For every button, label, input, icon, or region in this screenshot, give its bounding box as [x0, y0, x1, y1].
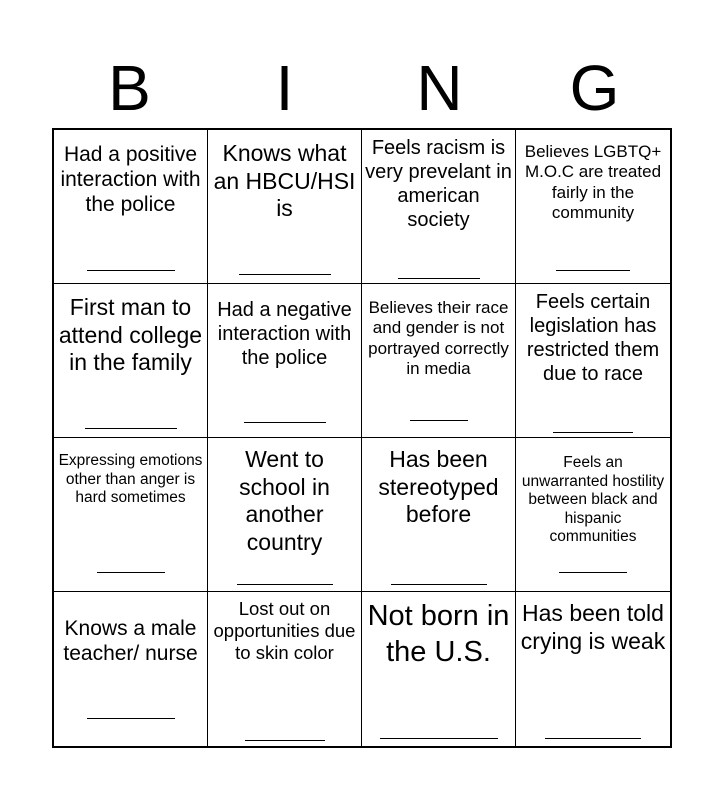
header-letter-n: N [416, 52, 463, 124]
bingo-cell[interactable] [54, 438, 208, 592]
bingo-cell[interactable] [54, 130, 208, 284]
cell-text: Feels certain legislation has restricted them due to race [526, 291, 660, 385]
signature-line [398, 278, 480, 279]
header-letter-i: I [275, 52, 294, 124]
signature-line [559, 572, 627, 573]
signature-line [87, 270, 175, 271]
signature-line [245, 740, 325, 741]
cell-text: Expressing emotions other than anger is hard sometimes [58, 452, 203, 507]
bingo-cell[interactable] [208, 130, 362, 284]
cell-text: Knows a male teacher/ nurse [63, 617, 198, 666]
signature-line [237, 584, 333, 585]
bingo-cell[interactable] [362, 438, 516, 592]
cell-text: Lost out on opportunities due to skin color [213, 598, 356, 664]
cell-text: Had a positive interaction with the police [60, 143, 201, 217]
signature-line [244, 422, 326, 423]
bingo-cell[interactable] [208, 284, 362, 438]
cell-text: Believes their race and gender is not portrayed correctly in media [368, 298, 509, 379]
signature-line [239, 274, 331, 275]
signature-line [410, 420, 468, 421]
bingo-cell[interactable] [362, 284, 516, 438]
signature-line [87, 718, 175, 719]
signature-line [391, 584, 487, 585]
bingo-cell[interactable] [54, 284, 208, 438]
cell-text: Knows what an HBCU/HSI is [213, 140, 356, 222]
cell-text: Feels an unwarranted hostility between black and hispanic communities [521, 454, 665, 546]
signature-line [556, 270, 630, 271]
bingo-cell[interactable] [54, 592, 208, 746]
cell-text: Had a negative interaction with the police [217, 299, 352, 369]
bingo-grid [52, 128, 672, 748]
bingo-cell[interactable] [516, 438, 670, 592]
signature-line [380, 738, 498, 739]
signature-line [97, 572, 165, 573]
signature-line [545, 738, 641, 739]
header-letter-g: G [569, 52, 620, 124]
header-letter-b: B [108, 52, 151, 124]
signature-line [85, 428, 177, 429]
cell-text: Has been told crying is weak [520, 600, 666, 654]
bingo-header [52, 48, 672, 128]
bingo-cell[interactable] [362, 130, 516, 284]
bingo-cell[interactable] [208, 592, 362, 746]
bingo-cell[interactable] [516, 592, 670, 746]
cell-text: Feels racism is very prevelant in american society [365, 137, 512, 231]
bingo-cell[interactable] [516, 284, 670, 438]
cell-text: Has been stereotyped before [378, 446, 499, 528]
cell-text: Believes LGBTQ+ M.O.C are treated fairly in the community [524, 142, 662, 223]
bingo-cell[interactable] [208, 438, 362, 592]
signature-line [553, 432, 633, 433]
cell-text: Not born in the U.S. [367, 600, 510, 669]
cell-text: Went to school in another country [239, 446, 330, 555]
cell-text: First man to attend college in the family [58, 294, 203, 376]
bingo-cell[interactable] [516, 130, 670, 284]
bingo-cell[interactable] [362, 592, 516, 746]
